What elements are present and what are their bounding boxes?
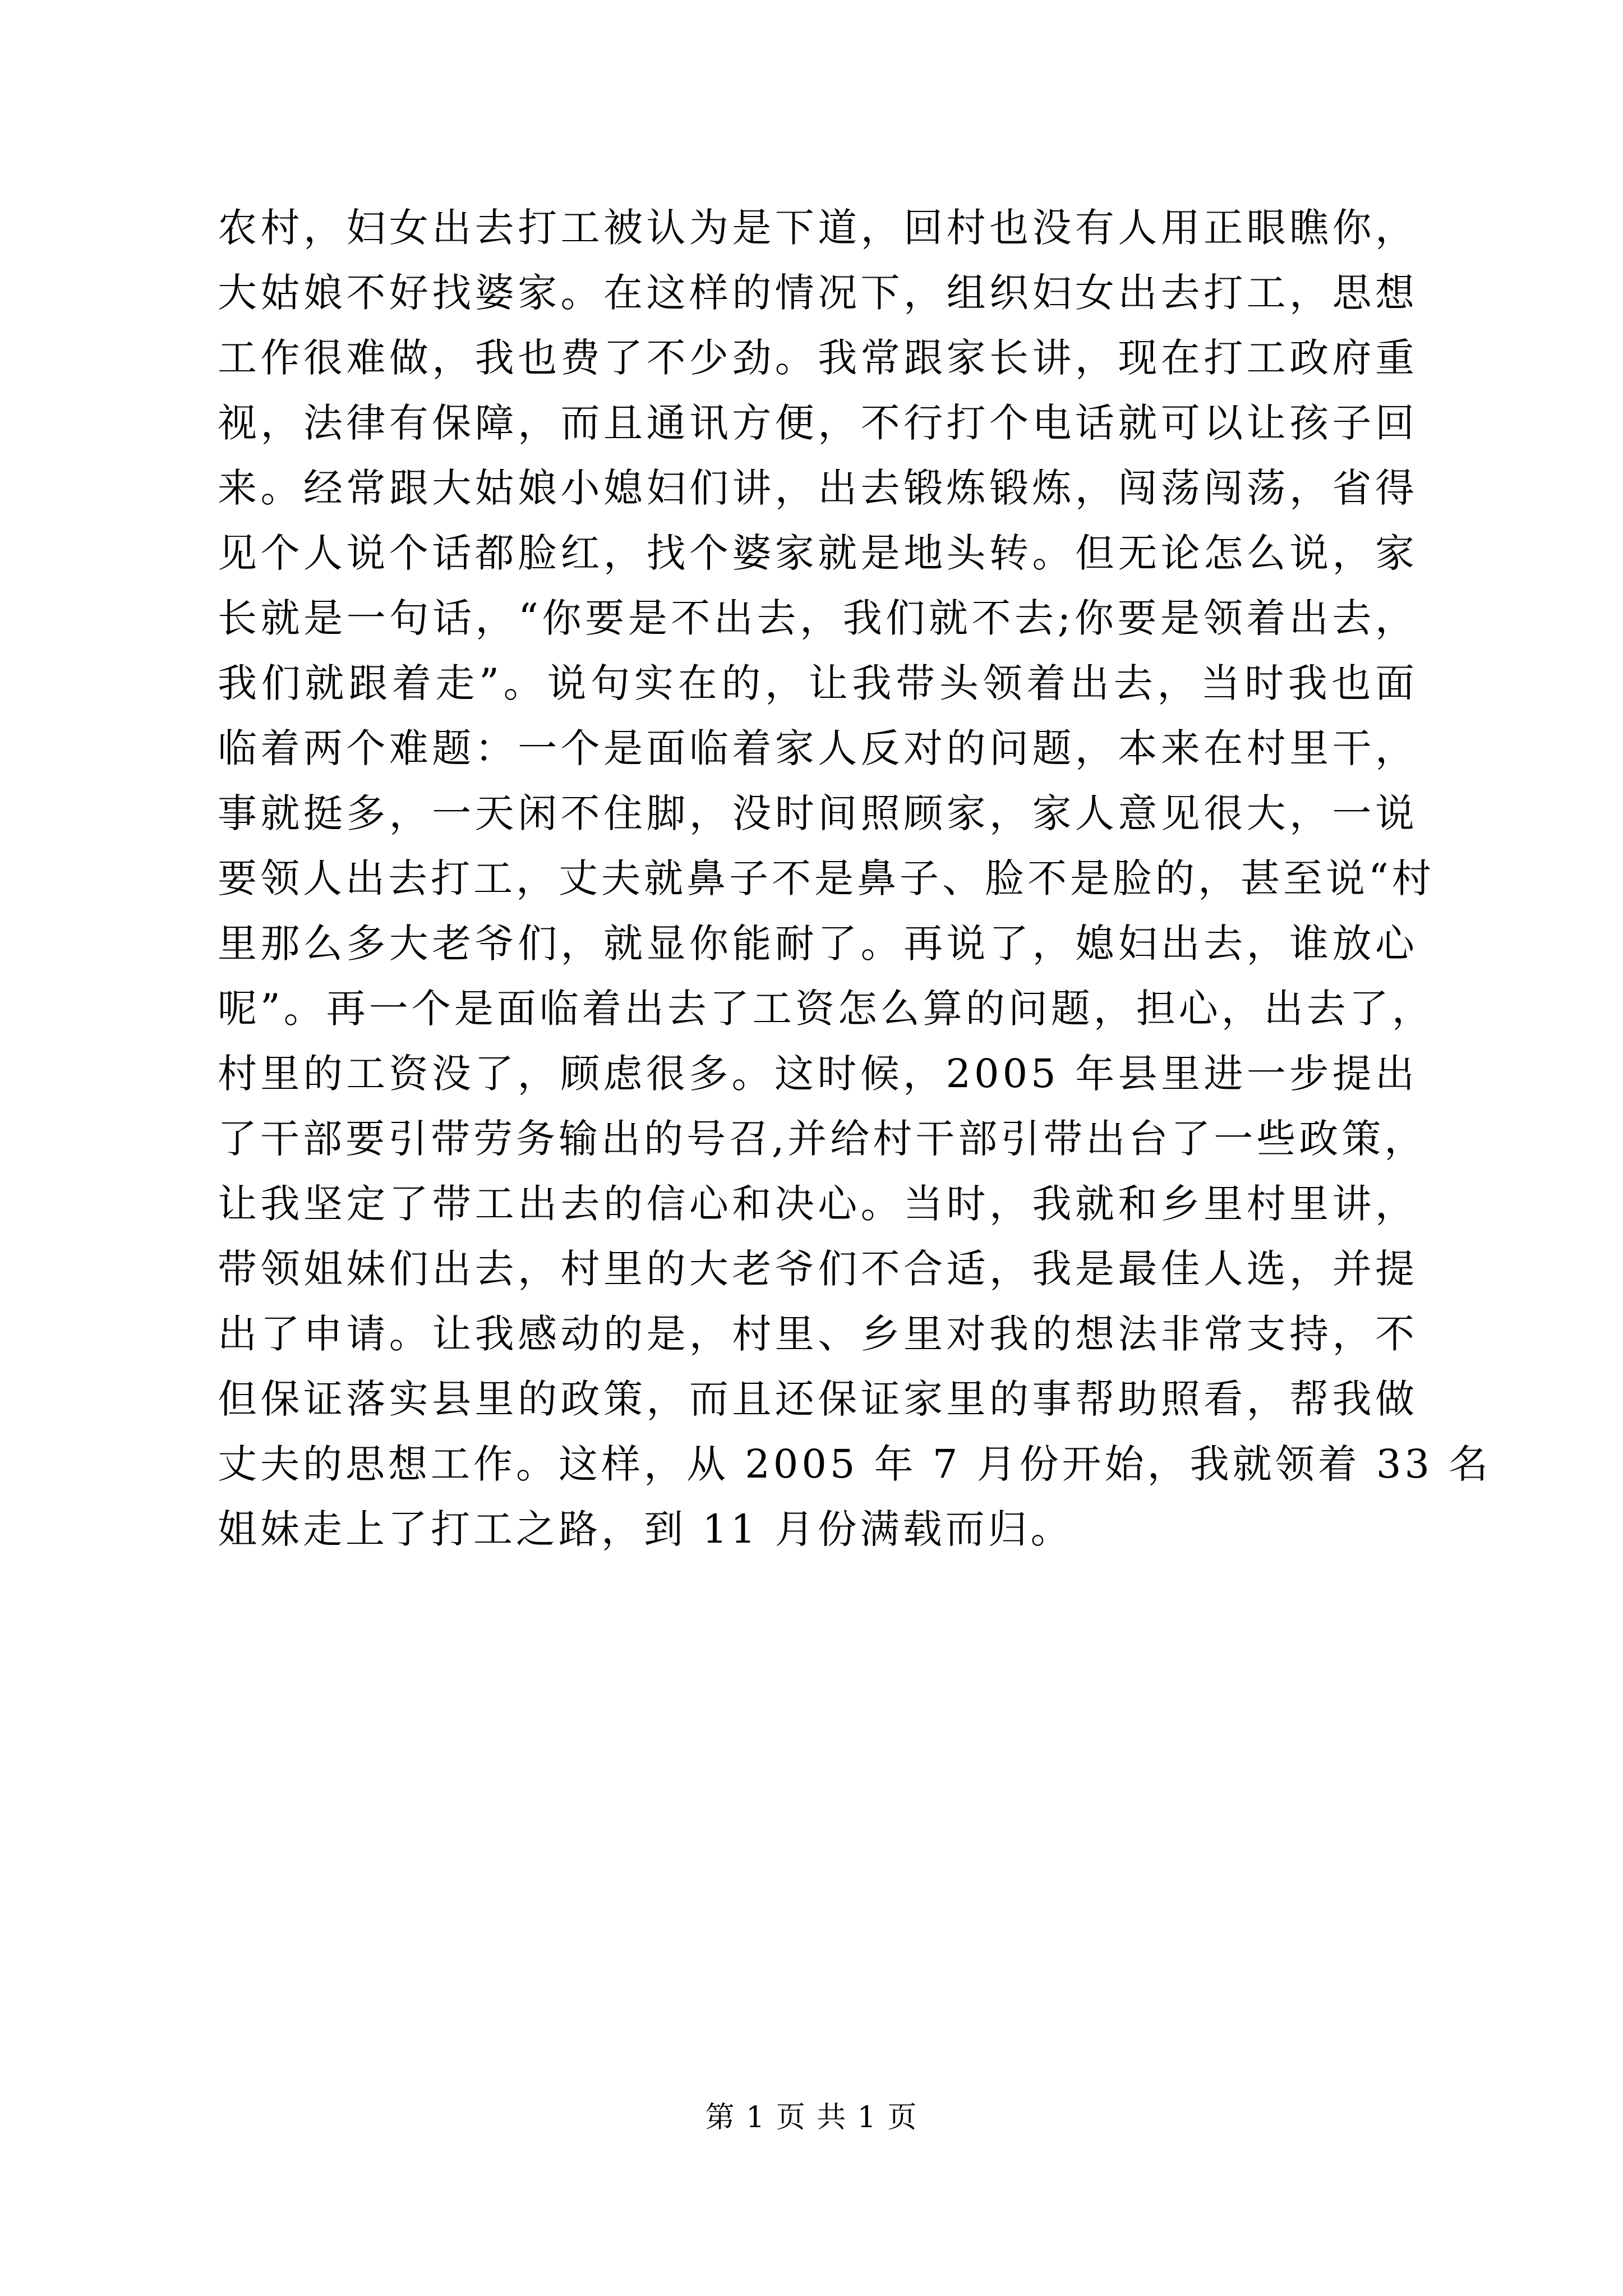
text-line: 让我坚定了带工出去的信心和决心。当时，我就和乡里村里讲， xyxy=(218,1181,1418,1227)
page-number-footer: 第 1 页 共 1 页 xyxy=(705,2101,918,2134)
text-line: 我们就跟着走”。说句实在的，让我带头领着出去，当时我也面 xyxy=(218,660,1418,706)
text-line: 农村，妇女出去打工被认为是下道，回村也没有人用正眼瞧你， xyxy=(218,205,1418,251)
text-line: 工作很难做，我也费了不少劲。我常跟家长讲，现在打工政府重 xyxy=(218,335,1418,381)
text-line: 大姑娘不好找婆家。在这样的情况下，组织妇女出去打工，思想 xyxy=(218,270,1418,316)
text-line: 长就是一句话，“你要是不出去，我们就不去;你要是领着出去， xyxy=(218,595,1418,641)
text-line: 呢”。再一个是面临着出去了工资怎么算的问题，担心，出去了， xyxy=(218,986,1435,1032)
text-line: 要领人出去打工，丈夫就鼻子不是鼻子、脸不是脸的，甚至说“村 xyxy=(218,855,1435,901)
body-paragraph xyxy=(218,195,1492,1562)
text-line: 来。经常跟大姑娘小媳妇们讲，出去锻炼锻炼，闯荡闯荡，省得 xyxy=(218,465,1418,511)
text-line: 临着两个难题：一个是面临着家人反对的问题，本来在村里干， xyxy=(218,725,1418,771)
text-line: 丈夫的思想工作。这样，从 2005 年 7 月份开始，我就领着 33 名 xyxy=(218,1441,1492,1487)
text-line: 见个人说个话都脸红，找个婆家就是地头转。但无论怎么说，家 xyxy=(218,530,1418,576)
text-line: 但保证落实县里的政策，而且还保证家里的事帮助照看，帮我做 xyxy=(218,1376,1418,1422)
text-line: 姐妹走上了打工之路，到 11 月份满载而归。 xyxy=(218,1506,1073,1552)
text-line: 事就挺多，一天闲不住脚，没时间照顾家，家人意见很大，一说 xyxy=(218,790,1418,836)
text-line: 带领姐妹们出去，村里的大老爷们不合适，我是最佳人选，并提 xyxy=(218,1246,1418,1292)
text-line: 视，法律有保障，而且通讯方便，不行打个电话就可以让孩子回 xyxy=(218,400,1418,446)
text-line: 出了申请。让我感动的是，村里、乡里对我的想法非常支持，不 xyxy=(218,1311,1418,1357)
text-line: 村里的工资没了，顾虑很多。这时候，2005 年县里进一步提出 xyxy=(218,1051,1418,1097)
text-line: 里那么多大老爷们，就显你能耐了。再说了，媳妇出去，谁放心 xyxy=(218,921,1418,967)
text-line: 了干部要引带劳务输出的号召,并给村干部引带出台了一些政策， xyxy=(218,1116,1427,1162)
